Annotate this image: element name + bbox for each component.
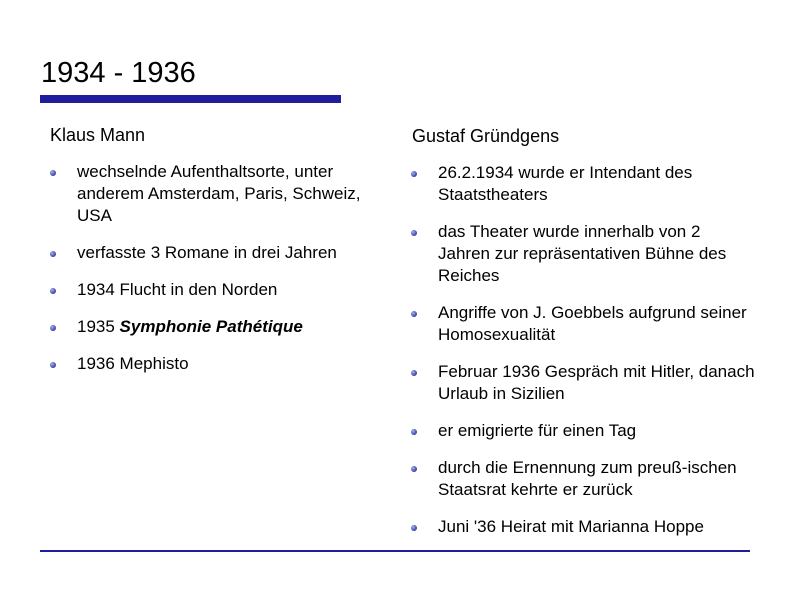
bullet-text: 1934 Flucht in den Norden — [77, 280, 278, 299]
bullet-icon — [411, 230, 417, 236]
bullet-text: das Theater wurde innerhalb von 2 Jahren zur repräsentativen Bühne des Reiches — [438, 222, 727, 285]
list-item — [411, 420, 756, 442]
bullet-icon — [411, 525, 417, 531]
list-item — [411, 302, 756, 346]
bullet-icon — [411, 311, 417, 317]
list-item — [50, 161, 390, 227]
list-item — [50, 353, 390, 375]
bullet-text: Juni '36 Heirat mit Marianna Hoppe — [438, 517, 704, 536]
left-bullet-list — [50, 161, 390, 390]
title-underline-bar — [40, 95, 341, 103]
bullet-icon — [50, 251, 56, 257]
list-item — [50, 316, 390, 338]
list-item — [411, 361, 756, 405]
work-title-emphasis: Symphonie Pathétique — [119, 317, 303, 336]
right-bullet-list — [411, 162, 756, 553]
bullet-text: er emigrierte für einen Tag — [438, 421, 637, 440]
bullet-icon — [50, 362, 56, 368]
footer-divider-line — [40, 550, 750, 552]
bullet-icon — [50, 325, 56, 331]
bullet-text: verfasste 3 Romane in drei Jahren — [77, 243, 337, 262]
bullet-icon — [50, 288, 56, 294]
bullet-icon — [411, 429, 417, 435]
left-column-heading: Klaus Mann — [50, 125, 146, 145]
bullet-text: durch die Ernennung zum preuß-ischen Staatsrat kehrte er zurück — [438, 458, 737, 499]
list-item — [411, 516, 756, 538]
list-item — [411, 457, 756, 501]
bullet-text: Februar 1936 Gespräch mit Hitler, danach Urlaub in Sizilien — [438, 362, 755, 403]
bullet-icon — [50, 170, 56, 176]
bullet-icon — [411, 370, 417, 376]
bullet-text: wechselnde Aufenthaltsorte, unter anderem Amsterdam, Paris, Schweiz, USA — [77, 162, 361, 225]
slide-title: 1934 - 1936 — [41, 57, 196, 89]
bullet-text: 26.2.1934 wurde er Intendant des Staatstheaters — [438, 163, 693, 204]
list-item — [50, 242, 390, 264]
bullet-icon — [411, 171, 417, 177]
bullet-icon — [411, 466, 417, 472]
bullet-text: 1936 Mephisto — [77, 354, 189, 373]
list-item — [50, 279, 390, 301]
list-item — [411, 221, 756, 287]
right-column-heading: Gustaf Gründgens — [412, 126, 560, 146]
list-item — [411, 162, 756, 206]
bullet-text-prefix: 1935 — [77, 317, 120, 336]
bullet-text: Angriffe von J. Goebbels aufgrund seiner Homosexualität — [438, 303, 747, 344]
